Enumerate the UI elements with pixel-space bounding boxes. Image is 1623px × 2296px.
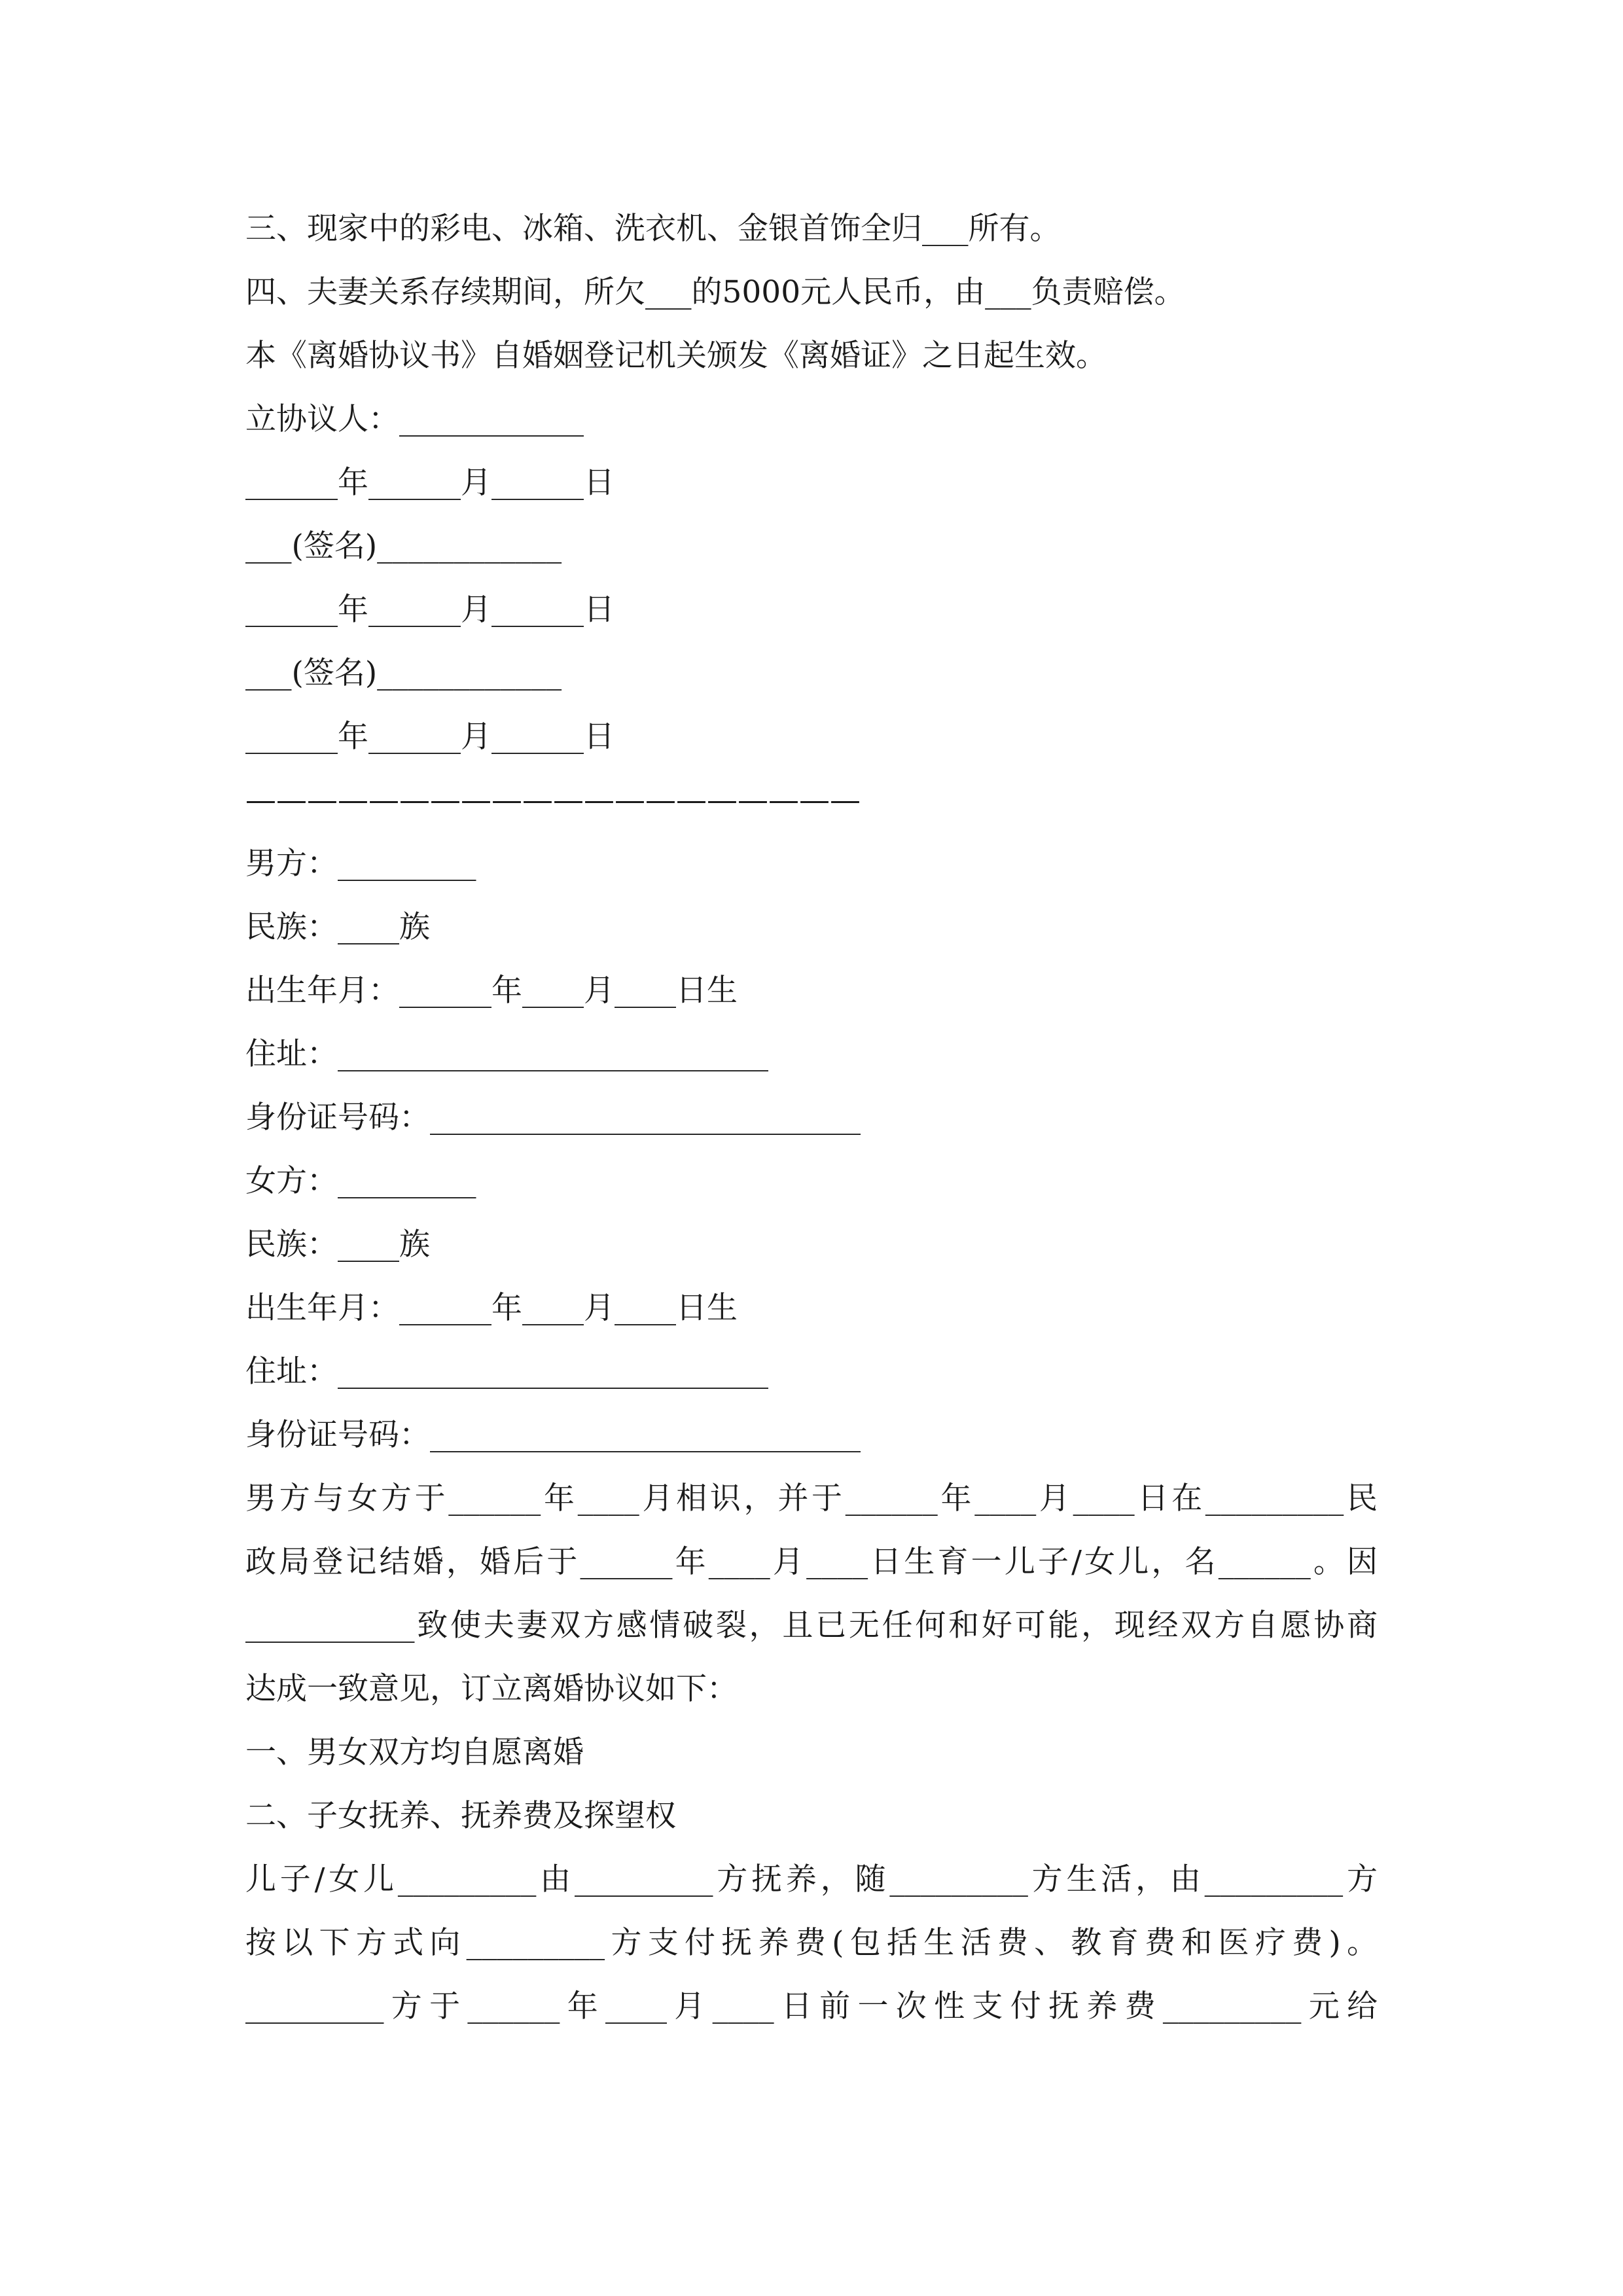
marriage-history-paragraph: 政局登记结婚，婚后于______年____月____日生育一儿子/女儿，名______。因 — [245, 1544, 1378, 1580]
clause-one-heading: 一、男女双方均自愿离婚 — [245, 1734, 584, 1770]
female-id-field: 身份证号码：____________________________ — [245, 1417, 861, 1453]
marriage-history-paragraph: ___________致使夫妻双方感情破裂，且已无任何和好可能，现经双方自愿协商 — [245, 1607, 1378, 1643]
date-line: ______年______月______日 — [245, 592, 615, 628]
male-ethnicity-field: 民族：____族 — [245, 909, 430, 945]
marriage-history-paragraph: 男方与女方于______年____月相识，并于______年____月____日在_________民 — [245, 1480, 1378, 1516]
male-id-field: 身份证号码：____________________________ — [245, 1100, 861, 1136]
signatory-line: 立协议人：____________ — [245, 401, 584, 437]
female-party-field: 女方：_________ — [245, 1163, 476, 1199]
date-line: ______年______月______日 — [245, 465, 615, 501]
male-birthdate-field: 出生年月：______年____月____日生 — [245, 973, 738, 1009]
custody-paragraph: _________方于______年____月____日前一次性支付抚养费_________元给 — [245, 1988, 1378, 2024]
female-birthdate-field: 出生年月：______年____月____日生 — [245, 1290, 738, 1326]
clause-three: 三、现家中的彩电、冰箱、洗衣机、金银首饰全归___所有。 — [245, 211, 1061, 247]
clause-four: 四、夫妻关系存续期间，所欠___的5000元人民币，由___负责赔偿。 — [245, 274, 1185, 310]
signature-line: ___(签名)____________ — [245, 655, 562, 691]
signature-line: ___(签名)____________ — [245, 528, 562, 564]
date-line: ______年______月______日 — [245, 719, 615, 755]
custody-paragraph: 儿子/女儿_________由_________方抚养，随_________方生活，由_________方 — [245, 1861, 1378, 1897]
male-address-field: 住址：____________________________ — [245, 1036, 768, 1072]
female-address-field: 住址：____________________________ — [245, 1354, 768, 1390]
marriage-history-paragraph: 达成一致意见，订立离婚协议如下： — [245, 1671, 738, 1707]
male-party-field: 男方：_________ — [245, 846, 476, 882]
female-ethnicity-field: 民族：____族 — [245, 1227, 430, 1263]
custody-paragraph: 按以下方式向_________方支付抚养费(包括生活费、教育费和医疗费)。 — [245, 1925, 1378, 1961]
section-divider: ———————————————————— — [245, 782, 861, 818]
effective-statement: 本《离婚协议书》自婚姻登记机关颁发《离婚证》之日起生效。 — [245, 338, 1107, 374]
clause-two-heading: 二、子女抚养、抚养费及探望权 — [245, 1798, 676, 1834]
